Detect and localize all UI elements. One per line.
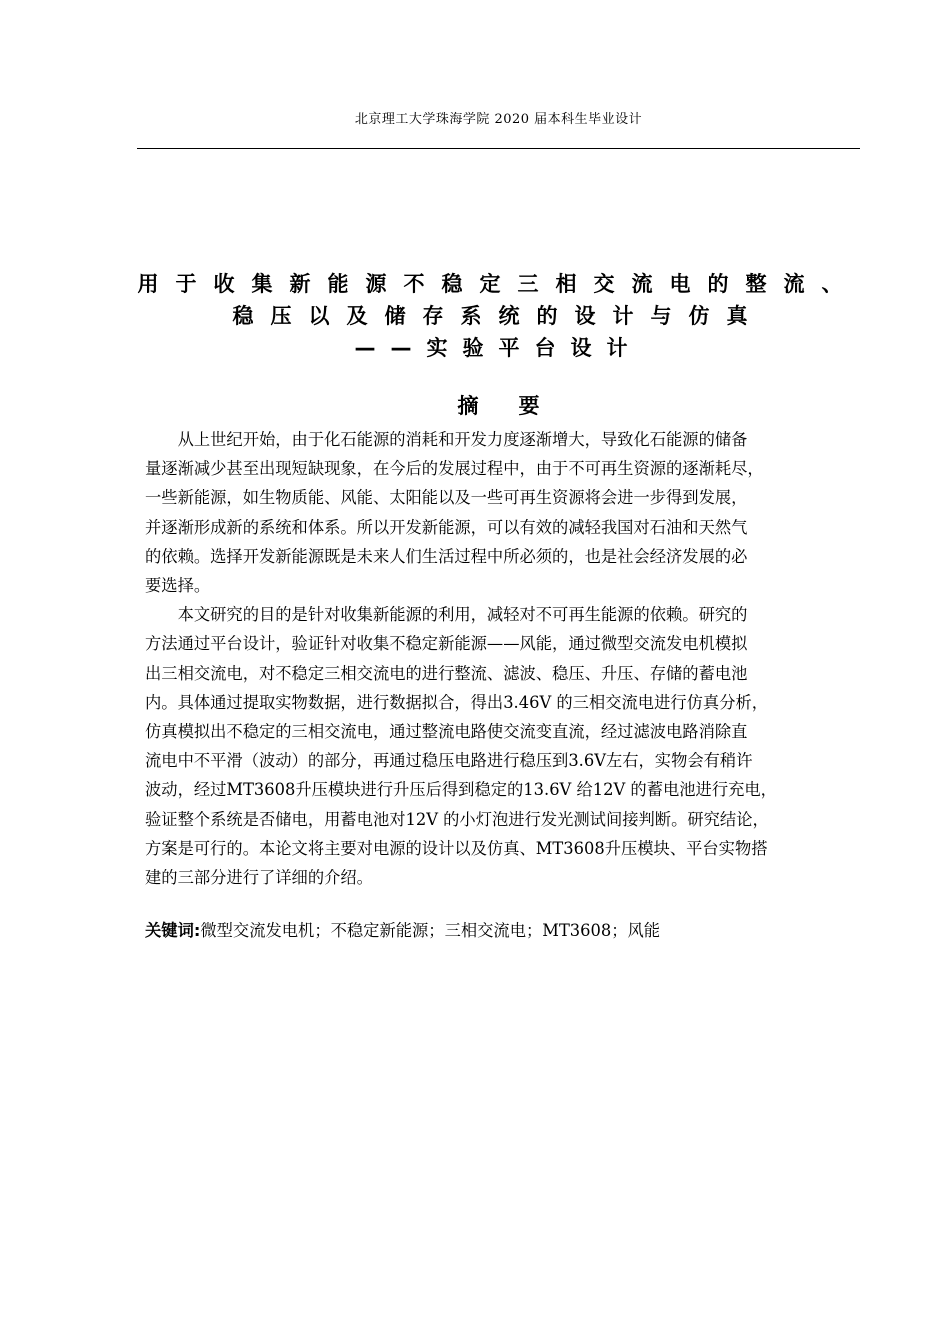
abstract-paragraph-2 xyxy=(145,600,860,892)
text-line: 的依赖。选择开发新能源既是未来人们生活过程中所必须的，也是社会经济发展的必 xyxy=(145,546,748,566)
keywords-text: 微型交流发电机；不稳定新能源；三相交流电；MT3608；风能 xyxy=(200,921,661,940)
abstract-paragraph-1 xyxy=(145,425,860,600)
text-line: 从上世纪开始，由于化石能源的消耗和开发力度逐渐增大，导致化石能源的储备 xyxy=(145,430,748,449)
header-divider xyxy=(137,148,860,149)
text-line: 方法通过平台设计，验证针对收集不稳定新能源——风能，通过微型交流发电机模拟 xyxy=(145,634,748,654)
abstract-heading: 摘要 xyxy=(457,394,580,418)
text-line: 一些新能源，如生物质能、风能、太阳能以及一些可再生资源将会进一步得到发展， xyxy=(145,488,748,508)
text-line: 要选择。 xyxy=(145,576,211,596)
title-line-3: ——实验平台设计 xyxy=(354,336,643,360)
text-line: 量逐渐减少甚至出现短缺现象，在今后的发展过程中，由于不可再生资源的逐渐耗尽， xyxy=(145,459,764,479)
text-line: 方案是可行的。本论文将主要对电源的设计以及仿真、MT3608升压模块、平台实物搭 xyxy=(145,838,768,858)
text-line: 流电中不平滑（波动）的部分，再通过稳压电路进行稳压到3.6V左右，实物会有稍许 xyxy=(145,751,753,771)
abstract-body xyxy=(145,425,860,892)
keywords-label: 关键词: xyxy=(145,921,201,940)
text-line: 建的三部分进行了详细的介绍。 xyxy=(145,868,373,888)
running-header: 北京理工大学珠海学院 2020 届本科生毕业设计 xyxy=(354,112,643,127)
text-line: 内。具体通过提取实物数据，进行数据拟合，得出3.46V 的三相交流电进行仿真分析， xyxy=(145,692,769,712)
title-line-2: 稳压以及储存系统的设计与仿真 xyxy=(232,304,765,328)
text-line: 验证整个系统是否储电，用蓄电池对12V 的小灯泡进行发光测试间接判断。研究结论， xyxy=(145,809,769,829)
title-line-1: 用于收集新能源不稳定三相交流电的整流、 xyxy=(137,272,860,296)
text-line: 波动，经过MT3608升压模块进行升压后得到稳定的13.6V 给12V 的蓄电池进行充电， xyxy=(145,780,777,800)
text-line: 并逐渐形成新的系统和体系。所以开发新能源，可以有效的减轻我国对石油和天然气 xyxy=(145,517,748,537)
text-line: 出三相交流电，对不稳定三相交流电的进行整流、滤波、稳压、升压、存储的蓄电池 xyxy=(145,663,748,683)
keywords xyxy=(145,916,860,945)
text-line: 本文研究的目的是针对收集新能源的利用，减轻对不可再生能源的依赖。研究的 xyxy=(145,605,748,625)
thesis-title xyxy=(137,268,860,364)
text-line: 仿真模拟出不稳定的三相交流电，通过整流电路使交流变直流，经过滤波电路消除直 xyxy=(145,722,748,742)
